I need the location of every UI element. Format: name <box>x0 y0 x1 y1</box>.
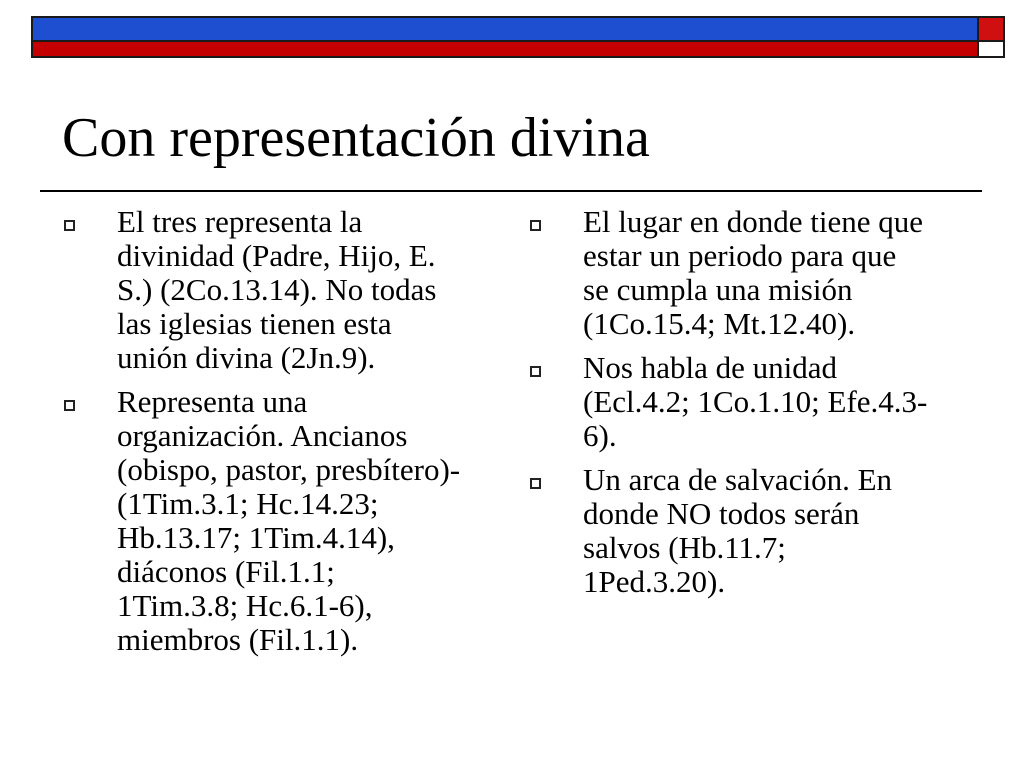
bullet-item <box>62 385 507 657</box>
bullet-text-line: unión divina (2Jn.9). <box>117 340 376 375</box>
bullet-text-line: 6). <box>583 418 617 453</box>
bullet-text-line: (1Tim.3.1; Hc.14.23; <box>117 486 379 521</box>
bullet-item <box>62 205 507 375</box>
title-divider <box>40 190 982 192</box>
hollow-square-icon <box>530 478 541 489</box>
bullet-text-line: salvos (Hb.11.7; <box>583 530 786 565</box>
slide-title: Con representación divina <box>62 107 650 169</box>
bullet-text-line: 1Tim.3.8; Hc.6.1-6), <box>117 588 373 623</box>
bullet-text-line: El lugar en donde tiene que <box>583 204 924 239</box>
hollow-square-icon <box>530 366 541 377</box>
bullet-text-line: Hb.13.17; 1Tim.4.14), <box>117 520 395 555</box>
hollow-square-icon <box>64 220 75 231</box>
bullet-text-line: estar un periodo para que <box>583 238 897 273</box>
bullet-text-line: Nos habla de unidad <box>583 350 837 385</box>
right-bullet-list <box>528 205 973 609</box>
bullet-item <box>528 205 973 341</box>
bullet-text-line: (obispo, pastor, presbítero)- <box>117 452 461 487</box>
hollow-square-icon <box>64 400 75 411</box>
bullet-text-line: organización. Ancianos <box>117 418 408 453</box>
banner-corner-white-square <box>979 40 1005 58</box>
bullet-text-line: las iglesias tienen esta <box>117 306 392 341</box>
bullet-text-line: S.) (2Co.13.14). No todas <box>117 272 437 307</box>
bullet-text-line: miembros (Fil.1.1). <box>117 622 359 657</box>
bullet-item <box>528 463 973 599</box>
banner-red-bar <box>31 40 979 58</box>
bullet-item <box>528 351 973 453</box>
bullet-text-line: donde NO todos serán <box>583 496 860 531</box>
bullet-text-line: Representa una <box>117 384 308 419</box>
banner-blue-bar <box>31 16 979 40</box>
banner-corner-red-square <box>979 16 1005 40</box>
bullet-text-line: 1Ped.3.20). <box>583 564 726 599</box>
bullet-text-line: (Ecl.4.2; 1Co.1.10; Efe.4.3- <box>583 384 928 419</box>
left-bullet-list <box>62 205 507 667</box>
hollow-square-icon <box>530 220 541 231</box>
bullet-text-line: diáconos (Fil.1.1; <box>117 554 335 589</box>
bullet-text-line: (1Co.15.4; Mt.12.40). <box>583 306 856 341</box>
header-banner <box>0 0 1024 70</box>
bullet-text-line: El tres representa la <box>117 204 363 239</box>
bullet-text-line: divinidad (Padre, Hijo, E. <box>117 238 436 273</box>
bullet-text-line: Un arca de salvación. En <box>583 462 893 497</box>
bullet-text-line: se cumpla una misión <box>583 272 853 307</box>
